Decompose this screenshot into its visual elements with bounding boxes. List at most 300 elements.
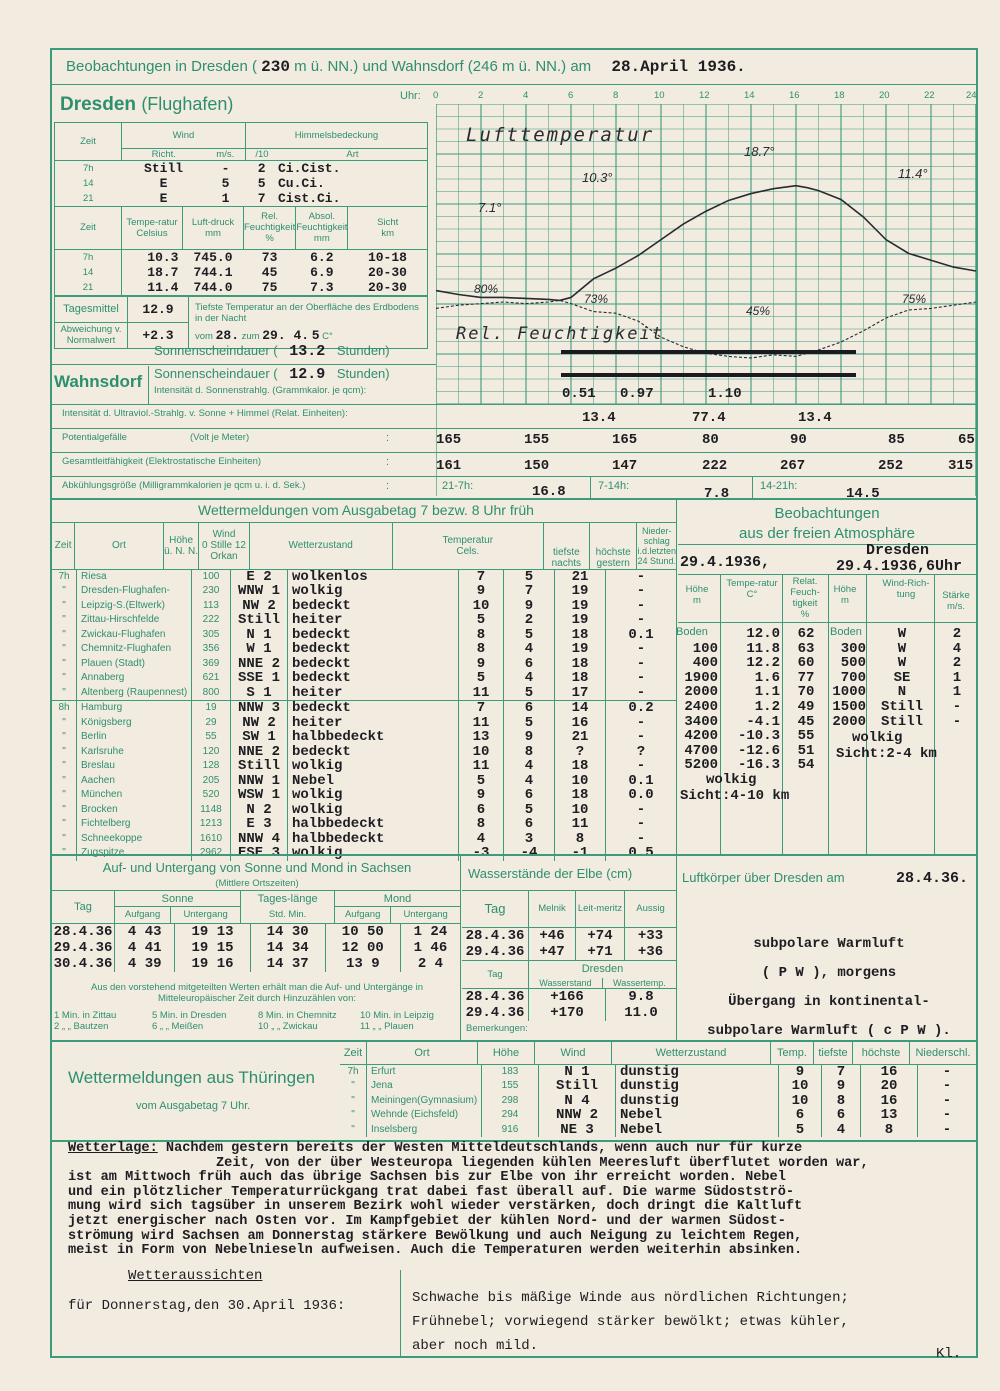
row-hoechste: 18 [555, 759, 606, 774]
pot-unit: (Volt je Meter) [190, 432, 250, 443]
row-tiefste: 5 [504, 716, 555, 731]
hour-tick: 24 [966, 90, 977, 101]
col-hoechste: höchste [853, 1042, 910, 1064]
row-aussig: +36 [637, 943, 664, 960]
row-nieder: - [636, 715, 646, 730]
row-tiefste: 6 [504, 788, 555, 803]
atmo-temp: -16.3 [737, 757, 780, 774]
col-ort: Ort [75, 523, 163, 569]
ges-value: 315 [948, 458, 974, 474]
pot-value: 165 [436, 432, 462, 448]
row-zustand: wolkig [288, 584, 459, 599]
row-zeit: " [52, 642, 77, 657]
row-zeit: " [52, 671, 77, 686]
weather-row [52, 701, 676, 716]
row-nieder: - [636, 613, 646, 628]
time-cell: 21 [55, 280, 122, 296]
atmo-temp: 12.2 [746, 655, 780, 672]
row-temp: 6 [459, 803, 504, 818]
atmo-h-hoehe [680, 584, 714, 606]
elbe-dresden-row [462, 989, 676, 1006]
row-zeit: " [340, 1108, 367, 1123]
elbe-title: Wasserstände der Elbe (cm) [468, 866, 633, 881]
atmo-rel-label: Relat. Feuch-tigkeit [790, 576, 820, 609]
row-zustand: halbbedeckt [288, 832, 459, 847]
intensity-value: 0.97 [620, 386, 654, 402]
sunmoon-row [52, 940, 460, 956]
atmo-rel: 60 [797, 655, 815, 672]
row-leit: +71 [576, 944, 625, 960]
thueringen-row [340, 1108, 976, 1123]
row-hoehe: 230 [192, 584, 231, 599]
annotation-18-7: 18.7° [744, 144, 775, 159]
row-ort: Dresden-Flughafen- [77, 584, 192, 599]
atmo-temp-label: Tempe-ratur [726, 578, 778, 589]
weather-row [52, 584, 676, 599]
abk-value: 7.8 [704, 486, 730, 502]
row-time: 12 00 [325, 940, 400, 956]
thueringen-title: Wettermeldungen aus Thüringen [68, 1068, 315, 1087]
hour-tick: 14 [744, 90, 755, 101]
atmo-right-note2: Sicht:2-4 km [836, 746, 937, 762]
row-hoechste: 16 [555, 716, 606, 731]
row-ort: Brocken [77, 803, 192, 818]
abk-value: 14.5 [846, 486, 880, 502]
weather-row [52, 730, 676, 745]
row-hoechste: 18 [555, 628, 606, 643]
row-temp: 5 [459, 671, 504, 686]
ges-label: Gesamtleitfähigkeit (Elektrostatische Einheiten) [62, 456, 262, 467]
atmo-right-place: Dresden [866, 542, 930, 559]
thueringen-row [340, 1123, 976, 1138]
col-wind: Wind [212, 529, 236, 541]
row-hoechste: 8 [555, 832, 606, 847]
col-sicht: Sicht [377, 216, 399, 228]
wetterlage-line: und ein plötzlicher Temperaturrückgang trat dabei fast überall auf. Die warme Südostströ- [68, 1184, 795, 1200]
row-temp: 11 [459, 716, 504, 731]
row-temp: 13 [459, 730, 504, 745]
luft-line: subpolare Warmluft [753, 936, 905, 952]
ges-colon: : [386, 456, 390, 468]
atmo-temp: -12.6 [737, 742, 780, 759]
row-wind: NW 2 [231, 716, 288, 731]
row-nieder: - [942, 1093, 952, 1108]
row-wind: N 4 [539, 1094, 616, 1109]
row-hoechste: 18 [555, 788, 606, 803]
sunshine-wahnsdorf [154, 366, 390, 383]
col-tageslaenge: Tages-länge [241, 891, 335, 907]
row-wind: N 2 [231, 803, 288, 818]
row-tiefste: 4 [822, 1123, 861, 1138]
row-time: 14 37 [250, 956, 325, 972]
col-art: Art [346, 149, 359, 160]
col-leit: Leit-meritz [576, 891, 625, 927]
wetterlage-line: Nachdem gestern bereits der Westen Mitteldeutschlands, wenn auch nur für kurze [165, 1141, 803, 1156]
ges-value: 252 [878, 458, 904, 474]
col-10: /10 [255, 149, 269, 160]
pot-value: 85 [888, 432, 905, 448]
abk-colon: : [386, 480, 390, 492]
row-tiefste: 8 [822, 1094, 861, 1109]
atmo-hoehe-r: 700 [840, 669, 866, 686]
atmo-temp: 11.8 [746, 640, 780, 657]
atmo-temp: 1.2 [754, 699, 780, 715]
divider [50, 404, 978, 405]
elbe-row [462, 927, 676, 944]
rel-hum: 45 [261, 264, 278, 280]
atmo-richtung: Still [880, 699, 923, 715]
row-zustand: bedeckt [288, 671, 459, 686]
row-time: 14 34 [250, 940, 325, 956]
atmo-temp: 1.6 [754, 669, 780, 686]
hour-tick: 10 [654, 90, 665, 101]
dresden-title-text: Dresden [60, 94, 137, 115]
divider [828, 574, 829, 854]
elbe-dresden-row [462, 1005, 676, 1021]
pressure-value: 744.1 [193, 264, 233, 280]
wahnsdorf-title: Wahnsdorf [54, 372, 143, 391]
atmo-richtung: SE [893, 669, 911, 686]
row-time: 19 16 [175, 956, 250, 972]
row-ort: Aachen [77, 774, 192, 789]
annotation-10-3: 10.3° [582, 170, 613, 185]
divider [676, 854, 677, 1040]
row-tiefste: 5 [504, 686, 555, 701]
row-hoechste: ? [555, 745, 606, 760]
divider [50, 84, 978, 85]
ges-value: 267 [780, 458, 806, 474]
row-nieder: - [942, 1122, 952, 1137]
weather-row [52, 671, 676, 686]
divider [866, 574, 867, 854]
row-tag: 28.4.36 [52, 923, 115, 940]
row-zustand: halbbedeckt [288, 730, 459, 745]
row-ort: Jena [367, 1079, 482, 1094]
abk-period: 21-7h: [442, 480, 474, 492]
row-hoehe: 800 [192, 686, 231, 701]
row-temp: 8 [459, 628, 504, 643]
ges-value: 222 [702, 458, 728, 474]
atmo-left-note1: wolkig [706, 772, 757, 788]
row-zeit: " [52, 584, 77, 599]
row-wind: SSE 1 [231, 671, 288, 686]
sunshine-dresden [154, 343, 390, 360]
row-zustand: heiter [288, 716, 459, 731]
pressure-value: 745.0 [183, 249, 244, 265]
row-hoehe: 120 [192, 745, 231, 760]
row-zustand: wolkig [288, 788, 459, 803]
celsius-unit: C° [322, 330, 333, 342]
hour-tick: 6 [568, 90, 574, 101]
row-hoechste: 10 [555, 803, 606, 818]
cloud-type: Ci.Cist. [278, 161, 428, 177]
sunmoon-row [52, 956, 460, 972]
row-hoehe: 1610 [192, 832, 231, 847]
atmo-hoehe-r: 1500 [832, 699, 866, 715]
elbe-table [462, 890, 676, 1034]
row-nieder: 0.2 [628, 700, 654, 716]
row-zustand: halbbedeckt [288, 817, 459, 832]
col-nieder: Niederschl. [915, 1046, 971, 1059]
row-hoechste: 16 [861, 1094, 918, 1109]
abk-label: Abkühlungsgröße (Milligrammkalorien je qcm u. i. d. Sek.) [62, 480, 306, 491]
sunmoon-subtitle: (Mittlere Ortszeiten) [215, 878, 299, 889]
abs-hum: 7.3 [310, 279, 334, 295]
row-temp: 9 [459, 584, 504, 599]
row-nieder: - [942, 1064, 952, 1079]
pot-value: 165 [612, 432, 638, 448]
row-temp: 9 [459, 657, 504, 672]
row-tiefste: 6 [504, 701, 555, 716]
col-min: Min. [288, 909, 307, 920]
row-ort: Zugspitze [77, 846, 192, 861]
divider [720, 574, 721, 854]
row-zeit: " [52, 788, 77, 803]
row-tiefste: 4 [504, 774, 555, 789]
abweichung-value: +2.3 [128, 322, 189, 348]
row-temp: 8 [459, 642, 504, 657]
wind-dir: Still [122, 161, 206, 177]
row-zustand: Nebel [616, 1123, 779, 1138]
row-hoechste: 21 [555, 730, 606, 745]
atmo-staerke: 1 [952, 684, 962, 701]
row-wind: NNE 2 [231, 745, 288, 760]
elbe-dresden-rows [462, 988, 676, 1021]
col-std: Std. [268, 909, 286, 920]
row-tiefste: 7 [504, 584, 555, 599]
col-zeit: Zeit [55, 123, 122, 161]
col-tiefste: tiefste [814, 1042, 853, 1064]
atmo-hoehe: 1900 [684, 669, 718, 686]
pot-colon: : [386, 432, 390, 444]
cloud-cover: 2 [245, 161, 278, 177]
wetterlage-line: strömung wird Sachsen am Donnerstag stärkere Bewölkung und auch Neigung zu leichtem Regen, [68, 1228, 803, 1244]
abk-period: 7-14h: [598, 480, 630, 492]
ges-value: 161 [436, 458, 462, 474]
annotation-73: 73% [584, 292, 609, 306]
row-ort: Karlsruhe [77, 745, 192, 760]
row-wind: WSW 1 [231, 788, 288, 803]
row-aussig: +33 [637, 927, 664, 944]
wetterlage-line: ist am Mittwoch früh auch das übrige Sachsen bis zur Elbe von ihr erreicht worden. Nebel [68, 1170, 786, 1186]
atmo-rel: 70 [797, 684, 815, 701]
row-wind: NNE 2 [231, 657, 288, 672]
divider [148, 366, 149, 404]
row-temp: 9 [459, 788, 504, 803]
row-hoehe: 222 [192, 613, 231, 628]
cloud-cover: 5 [257, 176, 266, 191]
row-tiefste: 2 [504, 613, 555, 628]
row-nieder: - [636, 569, 646, 584]
weather-row [52, 803, 676, 818]
divider [934, 574, 935, 854]
atmo-right-date: 29.4.1936,6Uhr [836, 558, 963, 575]
row-zustand: heiter [288, 686, 459, 701]
atmo-hoehe-r: 300 [840, 640, 866, 657]
row-zeit: " [340, 1123, 367, 1138]
row-zeit: " [52, 730, 77, 745]
row-wind: Still [539, 1079, 616, 1094]
uv-value: 13.4 [798, 410, 832, 426]
row-wind: N 1 [231, 628, 288, 643]
time-cell: 14 [82, 178, 94, 189]
row-zeit: " [340, 1079, 367, 1094]
row-hoehe: 205 [192, 774, 231, 789]
row-hoechste: 19 [555, 642, 606, 657]
rel-hum: 75 [261, 279, 278, 295]
row-nieder: - [636, 685, 646, 701]
col-rel: Rel. Feuchtigkeit [244, 211, 296, 234]
row-zustand: bedeckt [288, 657, 459, 672]
weather-row [52, 642, 676, 657]
col-wind: Wind [122, 123, 246, 149]
signature: Kl. [936, 1346, 962, 1362]
row-tiefste: 9 [504, 599, 555, 614]
row-wind: E 2 [231, 569, 288, 584]
row-hoehe: 29 [192, 716, 231, 731]
unit-km: km [381, 227, 395, 239]
col-melnik: Melnik [529, 891, 576, 927]
header-altitude: 230 [261, 58, 290, 76]
row-tiefste: 9 [822, 1079, 861, 1094]
atmo-staerke: - [952, 713, 962, 730]
row-ort: Fichtelberg [77, 817, 192, 832]
time-cell: 7h [55, 249, 122, 265]
col-zeit: Zeit [340, 1042, 367, 1064]
ges-value: 150 [524, 458, 550, 474]
abweichung-label: Abweichung v. Normalwert [55, 322, 128, 348]
luft-line: subpolare Warmluft ( c P W ). [707, 1023, 951, 1039]
col-luft: Luft-druck [191, 216, 235, 228]
atmo-temp: -10.3 [737, 728, 780, 745]
row-zeit: " [52, 657, 77, 672]
row-zeit: " [52, 774, 77, 789]
vom-label: vom [195, 330, 213, 342]
row-nieder: 0.5 [628, 846, 654, 861]
hour-tick: 20 [879, 90, 890, 101]
row-melnik: +46 [529, 927, 576, 944]
row-tiefste: 5 [504, 803, 555, 818]
divider [50, 428, 978, 429]
row-hoehe: 356 [192, 642, 231, 657]
row-hoechste: 20 [861, 1079, 918, 1094]
atmo-richtung: N [897, 684, 907, 701]
row-hoehe: 1148 [192, 803, 231, 818]
annotation-45: 45% [746, 304, 771, 318]
hour-tick: 22 [924, 90, 935, 101]
hour-tick: 8 [613, 90, 619, 101]
pot-value: 65 [958, 432, 975, 448]
weather-row [52, 817, 676, 832]
wetterlage-line: jetzt energischer nach Osten vor. Im Kampfgebiet der kühlen Nord- und der warmen Südost- [68, 1213, 786, 1229]
row-tag: 29.4.36 [462, 1005, 529, 1021]
row-nieder: - [636, 817, 646, 832]
row-hoechste: 10 [555, 774, 606, 789]
col-dresden: Dresden [581, 962, 624, 975]
row-ort: Inselsberg [367, 1123, 482, 1138]
weather-row [52, 628, 676, 643]
row-ort: Hamburg [77, 701, 192, 716]
row-hoechste: 19 [555, 584, 606, 599]
row-temp: 10 [459, 599, 504, 614]
col-temperatur: Temperatur [442, 534, 494, 546]
row-hoechste: 19 [555, 599, 606, 614]
intensity-value: 0.51 [562, 386, 596, 402]
col-ort: Ort [367, 1042, 478, 1064]
row-ort: Zittau-Hirschfelde [77, 613, 192, 628]
row-wind: N 1 [539, 1065, 616, 1080]
row-tiefste: 6 [822, 1108, 861, 1123]
divider [460, 854, 461, 1040]
sunmoon-title: Auf- und Untergang von Sonne und Mond in Sachsen [102, 860, 412, 875]
pot-value: 80 [702, 432, 719, 448]
row-wind: NNW 3 [231, 701, 288, 716]
divider [782, 574, 783, 854]
sunshine-unit: Stunden) [336, 343, 390, 358]
atmo-hoehe: 4700 [684, 742, 718, 759]
col-richt: Richt. [151, 149, 176, 160]
unit-pct: % [265, 233, 274, 245]
row-zeit: " [52, 613, 77, 628]
row-hoechste: 14 [555, 701, 606, 716]
wetterlage-line: Zeit, von der über Westeuropa liegenden kühlen Meeresluft überflutet worden war, [216, 1155, 869, 1171]
thueringen-row [340, 1065, 976, 1080]
row-time: 19 15 [175, 940, 250, 956]
pressure-value: 744.0 [193, 279, 233, 295]
dresden-title [60, 94, 233, 116]
atmo-m: m [693, 595, 701, 606]
time-cell: 7h [55, 161, 122, 177]
row-nieder: - [636, 598, 646, 613]
temp-label: Lufttemperatur [466, 124, 655, 146]
divider [50, 476, 978, 477]
col-tiefste: tiefste nachts [543, 523, 589, 569]
col-nieder: Nieder-schlag i.d.letzten 24 Stund. [637, 525, 676, 566]
col-cels: Cels. [456, 545, 480, 557]
weather-row [52, 745, 676, 760]
atmo-hoehe: 2000 [684, 684, 718, 701]
offset: 11 „ „ Plauen [360, 1021, 414, 1032]
divider [752, 476, 753, 498]
row-temp: 5 [459, 613, 504, 628]
offset: 10 Min. in Leipzig [360, 1010, 434, 1021]
atmo-richtung: Still [880, 713, 923, 730]
row-temp: 7 [459, 701, 504, 716]
col-aussig: Aussig [636, 903, 665, 915]
wetterlage-label: Wetterlage: [68, 1141, 158, 1156]
sunmoon-table [52, 890, 460, 972]
row-hoechste: 19 [555, 613, 606, 628]
row-nieder: - [636, 759, 646, 774]
row-ort: Riesa [77, 569, 192, 584]
row-zeit: " [52, 686, 77, 701]
row-ort: Wehnde (Eichsfeld) [367, 1108, 482, 1123]
row-tag: 30.4.36 [52, 956, 115, 972]
row-tiefste: 9 [504, 730, 555, 745]
atmo-staerke: - [952, 699, 962, 715]
weather-row [52, 686, 676, 701]
offset: 1 Min. in Zittau [54, 1010, 117, 1021]
intensity-label: Intensität d. Sonnenstrahlg. (Grammkalor. je qcm): [154, 385, 367, 396]
luft-line: Übergang in kontinental- [728, 994, 930, 1010]
elbe-rows [462, 927, 676, 960]
row-ort: Altenberg (Raupennest) [77, 686, 192, 701]
atmo-hoehe-r: 1000 [832, 684, 866, 701]
atmo-h-hoehe-r [830, 584, 860, 606]
weather-table [52, 522, 676, 861]
ges-values [436, 458, 976, 476]
temp-value: 11.4 [147, 279, 179, 295]
